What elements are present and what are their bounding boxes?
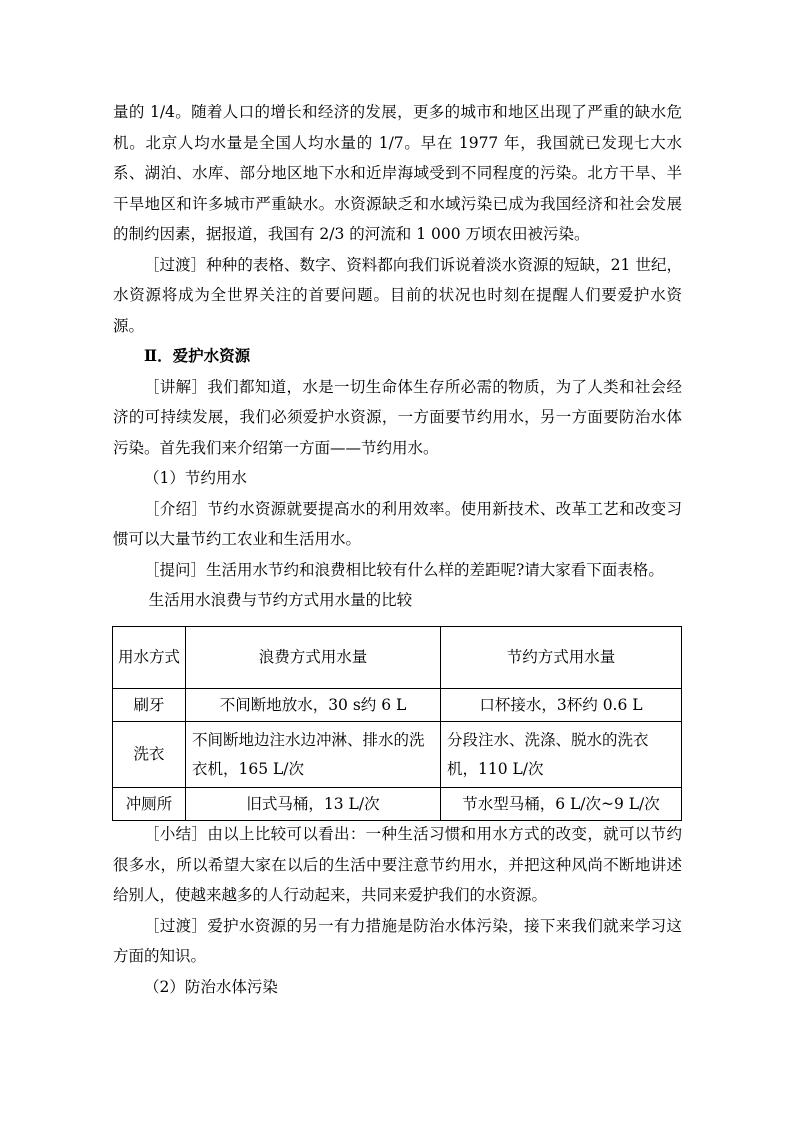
- row-wasteful-cell: 旧式马桶，13 L/次: [186, 788, 441, 821]
- comparison-table: [112, 626, 682, 821]
- paragraph-introduction: ［介绍］节约水资源就要提高水的利用效率。使用新技术、改革工艺和改变习惯可以大量节约工农业和生活用水。: [113, 499, 682, 548]
- table-header-row: [113, 627, 682, 689]
- header-wasteful: 浪费方式用水量: [186, 627, 441, 689]
- row-usage-cell: 冲厕所: [113, 788, 186, 821]
- paragraph-summary: ［小结］由以上比较可以看出：一种生活习惯和用水方式的改变，就可以节约很多水，所以希望大家在以后的生活中要注意节约用水，并把这种风尚不断地讲述给别人，使越来越多的人行动起来，共同来爱护我们的水资源。: [113, 825, 682, 904]
- table-row: [113, 788, 682, 821]
- paragraph-explanation: ［讲解］我们都知道，水是一切生命体生存所必需的物质，为了人类和社会经济的可持续发展，我们必须爱护水资源，一方面要节约用水，另一方面要防治水体污染。首先我们来介绍第一方面——节约用水。: [113, 377, 682, 457]
- subheading-save-water: （1）节约用水: [144, 469, 247, 487]
- row-usage-cell: 洗衣: [113, 722, 186, 788]
- row-saving-cell: 分段注水、洗涤、脱水的洗衣机，110 L/次: [441, 722, 682, 788]
- paragraph-water-crisis: 量的 1/4。随着人口的增长和经济的发展，更多的城市和地区出现了严重的缺水危机。北京人均水量是全国人均水量的 1/7。早在 1977 年，我国就已发现七大水系、湖泊、水库、部分地区地下水和近岸海域受到不同程度的污染。北方干旱、半干旱地区和许多城市严重缺水。水资源缺乏和水域污染已成为我国经济和社会发展的制约因素，据报道，我国有 2/3 的河流和 1 000 万顷农田被污染。: [113, 103, 682, 243]
- paragraph-question: ［提问］生活用水节约和浪费相比较有什么样的差距呢?请大家看下面表格。: [144, 560, 664, 579]
- subheading-prevent-pollution: （2）防治水体污染: [144, 977, 278, 996]
- row-saving-cell: 口杯接水，3杯约 0.6 L: [441, 689, 682, 722]
- header-saving: 节约方式用水量: [441, 627, 682, 689]
- row-wasteful-cell: 不间断地放水，30 s约 6 L: [186, 689, 441, 722]
- table-caption: 生活用水浪费与节约方式用水量的比较: [148, 591, 413, 609]
- header-usage: 用水方式: [113, 627, 186, 689]
- body-text-bottom: [113, 819, 682, 1002]
- table-row: [113, 722, 682, 788]
- body-text-top: [113, 97, 682, 616]
- section-heading: Ⅱ．爱护水资源: [144, 346, 251, 365]
- paragraph-transition-2: ［过渡］爱护水资源的另一有力措施是防治水体污染，接下来我们就来学习这方面的知识。: [113, 916, 682, 965]
- paragraph-transition-1: ［过渡］种种的表格、数字、资料都向我们诉说着淡水资源的短缺，21 世纪，水资源将成为全世界关注的首要问题。目前的状况也时刻在提醒人们要爱护水资源。: [113, 255, 682, 335]
- row-wasteful-cell: 不间断地边注水边冲淋、排水的洗衣机，165 L/次: [186, 722, 441, 788]
- row-saving-cell: 节水型马桶，6 L/次~9 L/次: [441, 788, 682, 821]
- table-row: [113, 689, 682, 722]
- row-usage-cell: 刷牙: [113, 689, 186, 722]
